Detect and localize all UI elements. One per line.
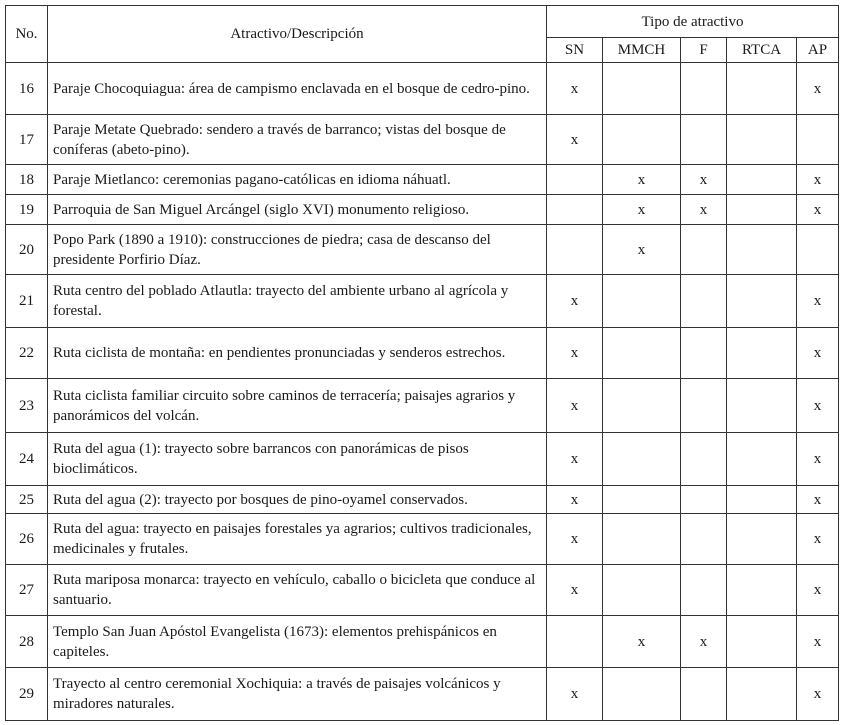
mark-cell-f bbox=[681, 433, 727, 486]
mark-x: x bbox=[813, 397, 822, 414]
mark-cell-mmch bbox=[603, 379, 681, 433]
row-number: 23 bbox=[6, 379, 48, 433]
mark-cell-mmch bbox=[603, 433, 681, 486]
row-description: Ruta centro del poblado Atlautla: trayecto del ambiente urbano al agrícola y forestal. bbox=[48, 275, 547, 328]
table-row bbox=[6, 63, 839, 115]
mark-cell-sn bbox=[547, 379, 603, 433]
row-number: 17 bbox=[6, 115, 48, 165]
row-number: 24 bbox=[6, 433, 48, 486]
header-description: Atractivo/Descripción bbox=[48, 6, 547, 63]
mark-cell-sn bbox=[547, 616, 603, 668]
mark-cell-mmch bbox=[603, 195, 681, 225]
mark-x: x bbox=[637, 201, 646, 218]
mark-cell-mmch bbox=[603, 165, 681, 195]
mark-cell-ap bbox=[797, 63, 839, 115]
mark-cell-rtca bbox=[727, 616, 797, 668]
mark-cell-f bbox=[681, 616, 727, 668]
mark-cell-rtca bbox=[727, 275, 797, 328]
mark-cell-rtca bbox=[727, 115, 797, 165]
table-row bbox=[6, 486, 839, 514]
mark-cell-ap bbox=[797, 565, 839, 616]
mark-cell-mmch bbox=[603, 115, 681, 165]
mark-x: x bbox=[813, 582, 822, 598]
mark-x: x bbox=[570, 345, 579, 361]
mark-x: x bbox=[570, 131, 579, 148]
mark-cell-sn bbox=[547, 63, 603, 115]
mark-cell-sn bbox=[547, 328, 603, 379]
table-body bbox=[6, 63, 839, 721]
mark-cell-f bbox=[681, 195, 727, 225]
row-description: Parroquia de San Miguel Arcángel (siglo XVI) monumento religioso. bbox=[48, 195, 547, 225]
mark-cell-mmch bbox=[603, 514, 681, 565]
mark-cell-ap bbox=[797, 328, 839, 379]
mark-cell-mmch bbox=[603, 565, 681, 616]
mark-cell-mmch bbox=[603, 225, 681, 275]
mark-cell-f bbox=[681, 565, 727, 616]
mark-cell-rtca bbox=[727, 565, 797, 616]
mark-x: x bbox=[570, 491, 579, 508]
mark-cell-ap bbox=[797, 275, 839, 328]
header-type-mmch: MMCH bbox=[603, 38, 681, 63]
row-description: Popo Park (1890 a 1910): construcciones de piedra; casa de descanso del presidente Porfirio Díaz. bbox=[48, 225, 547, 275]
mark-x: x bbox=[699, 171, 708, 188]
mark-cell-mmch bbox=[603, 486, 681, 514]
mark-x: x bbox=[570, 293, 579, 309]
mark-cell-sn bbox=[547, 565, 603, 616]
row-description: Ruta ciclista de montaña: en pendientes pronunciadas y senderos estrechos. bbox=[48, 328, 547, 379]
mark-cell-ap bbox=[797, 165, 839, 195]
mark-cell-sn bbox=[547, 486, 603, 514]
header-type-group: Tipo de atractivo bbox=[547, 6, 839, 38]
mark-x: x bbox=[699, 201, 708, 218]
mark-x: x bbox=[570, 531, 579, 547]
mark-cell-f bbox=[681, 115, 727, 165]
mark-x: x bbox=[637, 171, 646, 188]
mark-x: x bbox=[699, 633, 708, 650]
header-type-f: F bbox=[681, 38, 727, 63]
table-row bbox=[6, 379, 839, 433]
mark-x: x bbox=[813, 201, 822, 218]
attractions-table bbox=[5, 5, 839, 721]
row-description: Ruta ciclista familiar circuito sobre caminos de terracería; paisajes agrarios y panorámicos del volcán. bbox=[48, 379, 547, 433]
mark-cell-mmch bbox=[603, 275, 681, 328]
mark-cell-sn bbox=[547, 514, 603, 565]
mark-cell-rtca bbox=[727, 379, 797, 433]
mark-cell-f bbox=[681, 668, 727, 721]
mark-cell-rtca bbox=[727, 668, 797, 721]
mark-cell-rtca bbox=[727, 514, 797, 565]
row-number: 19 bbox=[6, 195, 48, 225]
mark-x: x bbox=[813, 293, 822, 309]
row-description: Ruta mariposa monarca: trayecto en vehículo, caballo o bicicleta que conduce al santuario. bbox=[48, 565, 547, 616]
mark-cell-sn bbox=[547, 195, 603, 225]
mark-cell-mmch bbox=[603, 616, 681, 668]
mark-cell-sn bbox=[547, 225, 603, 275]
row-description: Ruta del agua (1): trayecto sobre barrancos con panorámicas de pisos bioclimáticos. bbox=[48, 433, 547, 486]
mark-cell-f bbox=[681, 486, 727, 514]
mark-x: x bbox=[813, 171, 822, 188]
mark-cell-sn bbox=[547, 165, 603, 195]
table-row bbox=[6, 668, 839, 721]
mark-x: x bbox=[570, 686, 579, 702]
mark-cell-ap bbox=[797, 486, 839, 514]
mark-x: x bbox=[570, 451, 579, 467]
mark-cell-f bbox=[681, 328, 727, 379]
mark-x: x bbox=[637, 633, 646, 650]
mark-cell-rtca bbox=[727, 195, 797, 225]
mark-cell-ap bbox=[797, 115, 839, 165]
mark-cell-mmch bbox=[603, 328, 681, 379]
row-number: 25 bbox=[6, 486, 48, 514]
table-row bbox=[6, 275, 839, 328]
mark-cell-sn bbox=[547, 115, 603, 165]
mark-x: x bbox=[813, 451, 822, 467]
mark-cell-sn bbox=[547, 433, 603, 486]
mark-cell-ap bbox=[797, 195, 839, 225]
mark-x: x bbox=[813, 686, 822, 702]
mark-x: x bbox=[813, 345, 822, 361]
mark-cell-f bbox=[681, 165, 727, 195]
mark-x: x bbox=[813, 80, 822, 97]
mark-cell-mmch bbox=[603, 63, 681, 115]
mark-cell-mmch bbox=[603, 668, 681, 721]
row-description: Templo San Juan Apóstol Evangelista (1673): elementos prehispánicos en capiteles. bbox=[48, 616, 547, 668]
mark-cell-sn bbox=[547, 275, 603, 328]
row-number: 26 bbox=[6, 514, 48, 565]
row-description: Paraje Metate Quebrado: sendero a través de barranco; vistas del bosque de coníferas (abeto-pino). bbox=[48, 115, 547, 165]
row-description: Ruta del agua (2): trayecto por bosques de pino-oyamel conservados. bbox=[48, 486, 547, 514]
table-row bbox=[6, 565, 839, 616]
row-number: 18 bbox=[6, 165, 48, 195]
row-number: 28 bbox=[6, 616, 48, 668]
row-number: 20 bbox=[6, 225, 48, 275]
row-number: 21 bbox=[6, 275, 48, 328]
header-type-ap: AP bbox=[797, 38, 839, 63]
mark-x: x bbox=[637, 241, 646, 258]
header-type-rtca: RTCA bbox=[727, 38, 797, 63]
header-type-sn: SN bbox=[547, 38, 603, 63]
table-row bbox=[6, 115, 839, 165]
mark-cell-f bbox=[681, 514, 727, 565]
row-number: 27 bbox=[6, 565, 48, 616]
mark-cell-f bbox=[681, 379, 727, 433]
mark-x: x bbox=[570, 582, 579, 598]
row-number: 16 bbox=[6, 63, 48, 115]
row-description: Trayecto al centro ceremonial Xochiquia: a través de paisajes volcánicos y miradores naturales. bbox=[48, 668, 547, 721]
row-description: Ruta del agua: trayecto en paisajes forestales ya agrarios; cultivos tradicionales, medicinales y frutales. bbox=[48, 514, 547, 565]
mark-x: x bbox=[813, 633, 822, 650]
mark-cell-ap bbox=[797, 225, 839, 275]
mark-cell-f bbox=[681, 63, 727, 115]
row-number: 22 bbox=[6, 328, 48, 379]
mark-cell-f bbox=[681, 275, 727, 328]
mark-cell-ap bbox=[797, 616, 839, 668]
mark-cell-rtca bbox=[727, 433, 797, 486]
mark-cell-rtca bbox=[727, 486, 797, 514]
table-row bbox=[6, 514, 839, 565]
mark-cell-rtca bbox=[727, 165, 797, 195]
mark-cell-sn bbox=[547, 668, 603, 721]
mark-cell-rtca bbox=[727, 63, 797, 115]
mark-x: x bbox=[570, 80, 579, 97]
mark-x: x bbox=[570, 397, 579, 414]
table-row bbox=[6, 328, 839, 379]
mark-cell-ap bbox=[797, 514, 839, 565]
row-number: 29 bbox=[6, 668, 48, 721]
table-row bbox=[6, 195, 839, 225]
header-no: No. bbox=[6, 6, 48, 63]
row-description: Paraje Mietlanco: ceremonias pagano-católicas en idioma náhuatl. bbox=[48, 165, 547, 195]
row-description: Paraje Chocoquiagua: área de campismo enclavada en el bosque de cedro-pino. bbox=[48, 63, 547, 115]
mark-cell-rtca bbox=[727, 225, 797, 275]
mark-cell-rtca bbox=[727, 328, 797, 379]
mark-cell-ap bbox=[797, 668, 839, 721]
mark-x: x bbox=[813, 531, 822, 547]
mark-x: x bbox=[813, 491, 822, 508]
table-row bbox=[6, 433, 839, 486]
mark-cell-ap bbox=[797, 379, 839, 433]
mark-cell-f bbox=[681, 225, 727, 275]
table-row bbox=[6, 165, 839, 195]
table-row bbox=[6, 616, 839, 668]
table-row bbox=[6, 225, 839, 275]
mark-cell-ap bbox=[797, 433, 839, 486]
